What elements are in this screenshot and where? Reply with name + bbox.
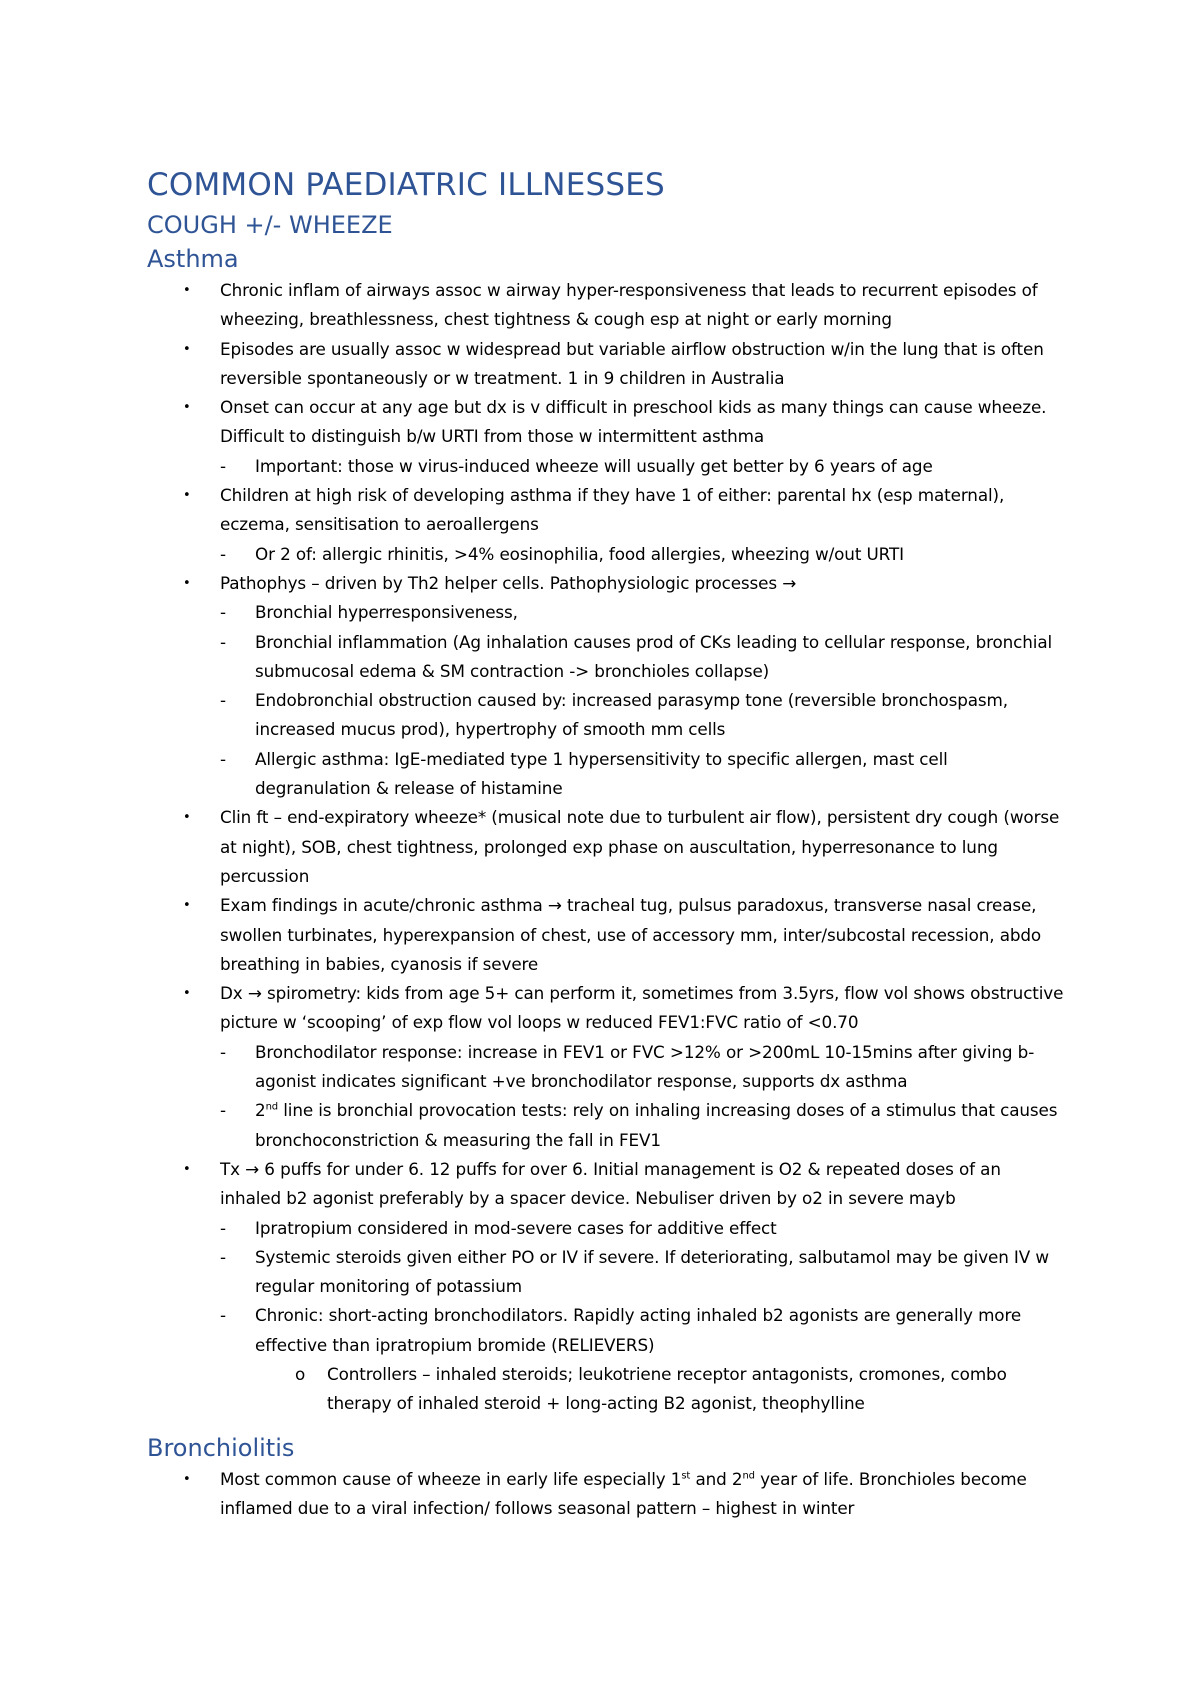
list-item xyxy=(147,481,1067,540)
list-item-text: Children at high risk of developing asthma if they have 1 of either: parental hx (esp maternal), eczema, sensitisation to aeroallergens xyxy=(220,485,1005,535)
list-item-text: Pathophys – driven by Th2 helper cells. Pathophysiologic processes → xyxy=(220,572,797,593)
bullet-marker: • xyxy=(183,283,191,298)
subsection-heading-asthma: Asthma xyxy=(147,245,239,273)
sub-list-item xyxy=(147,1243,1067,1302)
section-heading: COUGH +/- WHEEZE xyxy=(147,211,393,239)
list-item xyxy=(147,803,1067,891)
dash-marker: - xyxy=(220,602,226,623)
bullet-marker: • xyxy=(183,810,191,826)
list-item-text: Exam findings in acute/chronic asthma → tracheal tug, pulsus paradoxus, transverse nasal crease, swollen turbinates, hyperexpansion of chest, use of accessory mm, inter/subcostal recession, abdo breathing in babies, cyanosis if severe xyxy=(220,895,1042,974)
sub-list-item xyxy=(147,1214,1067,1243)
sub-list-item-text: Or 2 of: allergic rhinitis, >4% eosinophilia, food allergies, wheezing w/out URTI xyxy=(255,543,904,564)
subsection-heading-bronchiolitis: Bronchiolitis xyxy=(147,1433,295,1462)
page-title: COMMON PAEDIATRIC ILLNESSES xyxy=(147,167,665,203)
list-item-text: Chronic inflam of airways assoc w airway hyper-responsiveness that leads to recurrent episodes of wheezing, breathlessness, chest tightness & cough esp at night or early morning xyxy=(220,280,1038,330)
dash-marker: - xyxy=(220,1246,226,1267)
dash-marker: - xyxy=(220,1100,226,1121)
bullet-marker: • xyxy=(183,341,191,357)
dash-marker: - xyxy=(220,748,226,769)
list-item xyxy=(147,393,1067,452)
sub-list-item-text: Important: those w virus-induced wheeze will usually get better by 6 years of age xyxy=(255,455,933,476)
list-item-text: Episodes are usually assoc w widespread but variable airflow obstruction w/in the lung that is often reversible spontaneously or w treatment. 1 in 9 children in Australia xyxy=(220,338,1044,388)
sub-list-item xyxy=(147,686,1067,745)
sub-list-item-text: Bronchial hyperresponsiveness, xyxy=(255,602,518,623)
list-item xyxy=(147,979,1067,1038)
sub-list-item xyxy=(147,1301,1067,1360)
bullet-marker: • xyxy=(183,898,191,914)
bullet-marker: • xyxy=(183,986,191,1002)
sub-list-item xyxy=(147,598,1067,627)
sub-list-item xyxy=(147,628,1067,687)
sub-list-item-text: Ipratropium considered in mod-severe cases for additive effect xyxy=(255,1217,777,1238)
sub-list-item-text: Allergic asthma: IgE-mediated type 1 hypersensitivity to specific allergen, mast cell degranulation & release of histamine xyxy=(255,748,948,799)
sub-list-item-text: Bronchodilator response: increase in FEV1 or FVC >12% or >200mL 10-15mins after giving b-agonist indicates significant +ve bronchodilator response, supports dx asthma xyxy=(255,1041,1035,1092)
dash-marker: - xyxy=(220,1305,226,1326)
sub-list-item xyxy=(147,540,1067,569)
list-item-text: Clin ft – end-expiratory wheeze* (musical note due to turbulent air flow), persistent dry cough (worse at night), SOB, chest tightness, prolonged exp phase on auscultation, hyperresonance to lung percussion xyxy=(220,807,1060,886)
dash-marker: - xyxy=(220,690,226,711)
list-item-text: Dx → spirometry: kids from age 5+ can perform it, sometimes from 3.5yrs, flow vol shows obstructive picture w ‘scooping’ of exp flow vol loops w reduced FEV1:FVC ratio of <0.70 xyxy=(220,983,1064,1033)
dash-marker: - xyxy=(220,631,226,652)
list-item-text: Tx → 6 puffs for under 6. 12 puffs for over 6. Initial management is O2 & repeated doses of an inhaled b2 agonist preferably by a spacer device. Nebuliser driven by o2 in severe mayb xyxy=(220,1158,1001,1209)
sub-list-item-text: Systemic steroids given either PO or IV if severe. If deteriorating, salbutamol may be given IV w regular monitoring of potassium xyxy=(255,1246,1049,1297)
dash-marker: - xyxy=(220,543,226,564)
list-item xyxy=(147,1155,1067,1214)
bullet-marker: • xyxy=(183,400,191,416)
sub-list-item-text: 2nd line is bronchial provocation tests: rely on inhaling increasing doses of a stimulus that causes bronchoconstriction & measuring the fall in FEV1 xyxy=(255,1100,1058,1150)
sub-list-item-text: Endobronchial obstruction caused by: increased parasymp tone (reversible bronchospasm, increased mucus prod), hypertrophy of smooth mm cells xyxy=(255,690,1008,740)
bullet-marker: • xyxy=(183,1161,191,1177)
list-item xyxy=(147,569,1067,598)
sub-list-item xyxy=(147,1038,1067,1097)
list-item xyxy=(147,335,1067,394)
document-content xyxy=(147,166,1067,1523)
sub-list-item-text: Bronchial inflammation (Ag inhalation causes prod of CKs leading to cellular response, bronchial submucosal edema & SM contraction -> bronchioles collapse) xyxy=(255,631,1053,681)
list-item-text: Most common cause of wheeze in early life especially 1st and 2nd year of life. Bronchioles become inflamed due to a viral infection/ follows seasonal pattern – highest in winter xyxy=(220,1468,1027,1518)
sub-list-item xyxy=(147,1096,1067,1155)
dash-marker: - xyxy=(220,1217,226,1238)
bullet-marker: • xyxy=(183,488,191,504)
bullet-marker: • xyxy=(183,1471,191,1487)
list-item-text: Onset can occur at any age but dx is v difficult in preschool kids as many things can cause wheeze. Difficult to distinguish b/w URTI from those w intermittent asthma xyxy=(220,397,1047,447)
sub-list-item xyxy=(147,745,1067,804)
sub-sub-list-item xyxy=(147,1360,1067,1419)
dash-marker: - xyxy=(220,1041,226,1062)
circle-marker: o xyxy=(295,1363,306,1384)
bullet-marker: • xyxy=(183,575,191,591)
sub-list-item xyxy=(147,452,1067,481)
dash-marker: - xyxy=(220,455,226,476)
sub-sub-list-item-text: Controllers – inhaled steroids; leukotriene receptor antagonists, cromones, combo therapy of inhaled steroid + long-acting B2 agonist, theophylline xyxy=(327,1363,1007,1414)
list-item xyxy=(147,276,1067,335)
list-item xyxy=(147,1465,1067,1524)
sub-list-item-text: Chronic: short-acting bronchodilators. Rapidly acting inhaled b2 agonists are generally more effective than ipratropium bromide (RELIEVERS) xyxy=(255,1305,1022,1355)
list-item xyxy=(147,891,1067,979)
